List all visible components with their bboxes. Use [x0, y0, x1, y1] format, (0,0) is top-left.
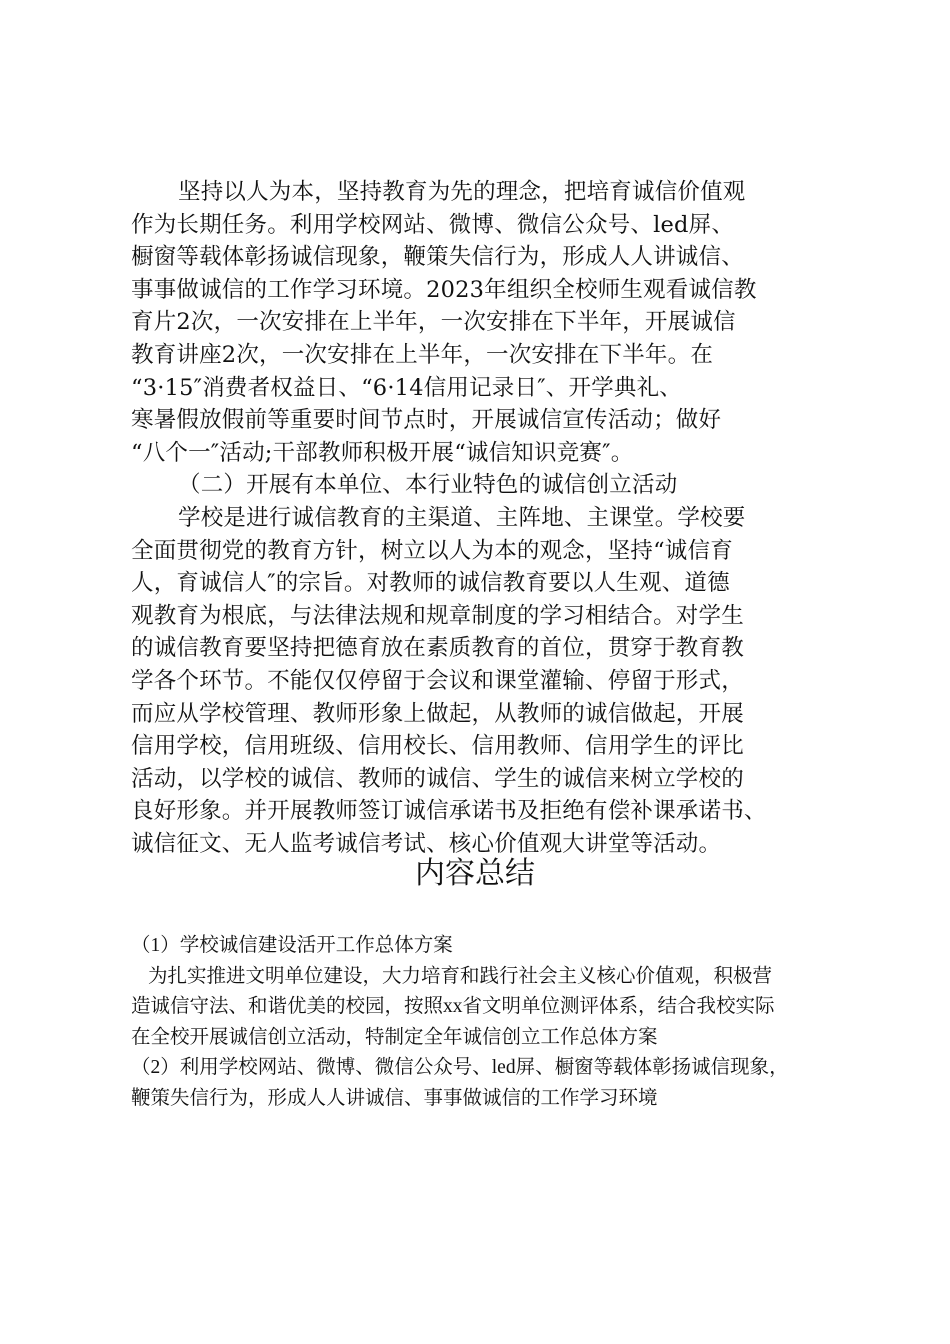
body-line: 育片2次，一次安排在上半年，一次安排在下半年，开展诚信	[131, 309, 736, 336]
summary-line: 为扎实推进文明单位建设，大力培育和践行社会主义核心价值观，积极营	[148, 965, 773, 987]
body-line: 诚信征文、无人监考诚信考试、核心价值观大讲堂等活动。	[131, 830, 722, 857]
body-line: 事事做诚信的工作学习环境。2023年组织全校师生观看诚信教	[131, 276, 757, 303]
body-line: 信用学校，信用班级、信用校长、信用教师、信用学生的评比	[131, 733, 744, 760]
body-line: 人，育诚信人″的宗旨。对教师的诚信教育要以人生观、道德	[131, 570, 730, 597]
body-line: 观教育为根底，与法律法规和规章制度的学习相结合。对学生	[131, 602, 744, 629]
body-line: 的诚信教育要坚持把德育放在素质教育的首位，贯穿于教育教	[131, 635, 744, 662]
summary-line: 在全校开展诚信创立活动，特制定全年诚信创立工作总体方案	[131, 1026, 658, 1048]
body-line: “八个一″活动;干部教师积极开展“诚信知识竞赛″。	[131, 439, 634, 466]
body-line: 学各个环节。不能仅仅停留于会议和课堂灌输、停留于形式，	[131, 667, 744, 694]
section-heading: （二）开展有本单位、本行业特色的诚信创立活动	[178, 472, 678, 499]
body-line: 活动，以学校的诚信、教师的诚信、学生的诚信来树立学校的	[131, 765, 744, 792]
summary-line: 鞭策失信行为，形成人人讲诚信、事事做诚信的工作学习环境	[131, 1087, 658, 1109]
body-line: 良好形象。并开展教师签订诚信承诺书及拒绝有偿补课承诺书、	[131, 798, 767, 825]
body-line: 学校是进行诚信教育的主渠道、主阵地、主课堂。学校要	[178, 504, 746, 531]
body-line: “3·15″消费者权益日、“6·14信用记录日″、开学典礼、	[131, 374, 683, 401]
body-line: 教育讲座2次，一次安排在上半年，一次安排在下半年。在	[131, 341, 714, 368]
body-line: 橱窗等载体彰扬诚信现象，鞭策失信行为，形成人人讲诚信、	[131, 244, 744, 271]
summary-title: 内容总结	[415, 857, 535, 890]
body-line: 坚持以人为本，坚持教育为先的理念，把培育诚信价值观	[178, 179, 746, 205]
summary-line: （2）利用学校网站、微博、微信公众号、led屏、橱窗等载体彰扬诚信现象，	[131, 1057, 789, 1078]
body-line: 而应从学校管理、教师形象上做起，从教师的诚信做起，开展	[131, 700, 744, 727]
body-line: 全面贯彻党的教育方针，树立以人为本的观念，坚持“诚信育	[131, 537, 733, 564]
body-line: 寒暑假放假前等重要时间节点时，开展诚信宣传活动；做好	[131, 407, 722, 434]
summary-section	[131, 931, 831, 1114]
body-text	[131, 176, 831, 860]
summary-line: 造诚信守法、和谐优美的校园，按照xx省文明单位测评体系，结合我校实际	[131, 996, 775, 1017]
summary-line: （1）学校诚信建设活开工作总体方案	[131, 935, 453, 956]
body-line: 作为长期任务。利用学校网站、微博、微信公众号、led屏、	[131, 211, 735, 238]
